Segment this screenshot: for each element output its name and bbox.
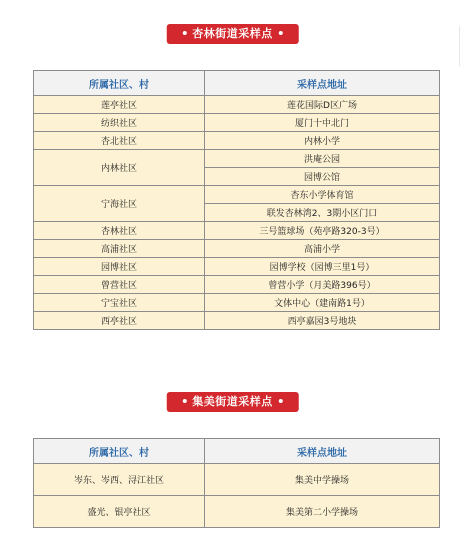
jimei-sampling-table xyxy=(33,438,440,528)
address-cell: 杏东小学体育馆 xyxy=(205,186,440,204)
community-cell: 西亭社区 xyxy=(34,312,205,330)
section-title-xinglin xyxy=(166,24,299,44)
section-title-jimei xyxy=(166,392,299,412)
address-cell: 厦门十中北门 xyxy=(205,114,440,132)
section-title-text: 杏林街道采样点 xyxy=(192,27,273,40)
table-row xyxy=(34,114,440,132)
address-cell: 园博公馆 xyxy=(205,168,440,186)
table-row xyxy=(34,132,440,150)
address-cell: 集美中学操场 xyxy=(205,464,440,496)
table-row xyxy=(34,258,440,276)
community-cell: 杏林社区 xyxy=(34,222,205,240)
table-row xyxy=(34,186,440,204)
table-row xyxy=(34,150,440,168)
address-cell: 内林小学 xyxy=(205,132,440,150)
address-cell: 文体中心（建南路1号） xyxy=(205,294,440,312)
address-cell: 高浦小学 xyxy=(205,240,440,258)
xinglin-sampling-table xyxy=(33,70,440,330)
header-community: 所属社区、村 xyxy=(34,439,205,464)
table-row xyxy=(34,312,440,330)
address-cell: 园博学校（园博三里1号） xyxy=(205,258,440,276)
table-row xyxy=(34,496,440,528)
table-row xyxy=(34,276,440,294)
bullet-dot-icon xyxy=(279,399,283,403)
address-cell: 集美第二小学操场 xyxy=(205,496,440,528)
header-community: 所属社区、村 xyxy=(34,71,205,96)
address-cell: 西亭嘉园3号地块 xyxy=(205,312,440,330)
community-cell: 纺织社区 xyxy=(34,114,205,132)
community-cell: 高浦社区 xyxy=(34,240,205,258)
community-cell: 杏北社区 xyxy=(34,132,205,150)
table-header-row xyxy=(34,71,440,96)
bullet-dot-icon xyxy=(182,399,186,403)
table-row xyxy=(34,222,440,240)
address-cell: 莲花国际D区广场 xyxy=(205,96,440,114)
address-cell: 洪庵公园 xyxy=(205,150,440,168)
address-cell: 三号篮球场（苑亭路320-3号） xyxy=(205,222,440,240)
community-cell: 岑东、岑西、浔江社区 xyxy=(34,464,205,496)
table-row xyxy=(34,240,440,258)
header-address: 采样点地址 xyxy=(205,71,440,96)
community-cell: 莲亭社区 xyxy=(34,96,205,114)
address-cell: 联发杏林湾2、3期小区门口 xyxy=(205,204,440,222)
community-cell: 曾营社区 xyxy=(34,276,205,294)
section-title-text: 集美街道采样点 xyxy=(192,395,273,408)
bullet-dot-icon xyxy=(279,31,283,35)
community-cell: 盛光、银亭社区 xyxy=(34,496,205,528)
community-cell: 宁海社区 xyxy=(34,186,205,222)
bullet-dot-icon xyxy=(182,31,186,35)
community-cell: 内林社区 xyxy=(34,150,205,186)
table-row xyxy=(34,464,440,496)
table-row xyxy=(34,294,440,312)
community-cell: 宁宝社区 xyxy=(34,294,205,312)
address-cell: 曾营小学（月美路396号） xyxy=(205,276,440,294)
header-address: 采样点地址 xyxy=(205,439,440,464)
table-header-row xyxy=(34,439,440,464)
page-edge-divider xyxy=(459,26,460,66)
community-cell: 园博社区 xyxy=(34,258,205,276)
table-row xyxy=(34,96,440,114)
